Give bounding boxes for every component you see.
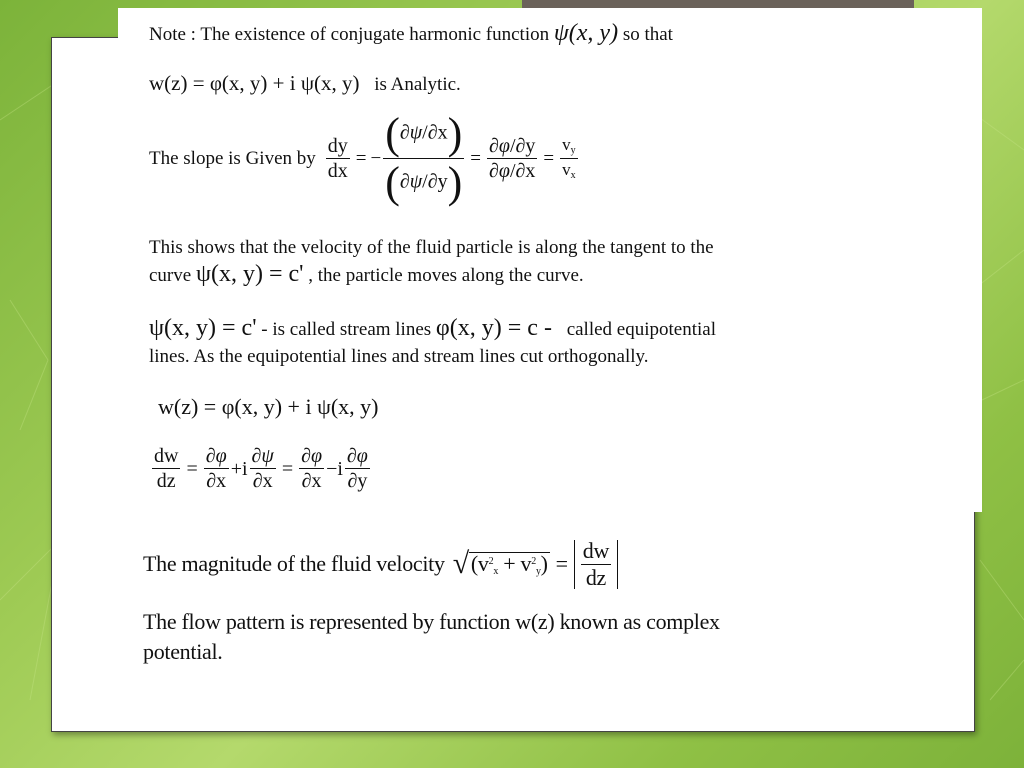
note-line: [149, 21, 673, 45]
velocity-line-1: This shows that the velocity of the fluid particle is along the tangent to the: [149, 237, 714, 258]
stream-line-2: lines. As the equipotential lines and stream lines cut orthogonally.: [149, 346, 649, 367]
psi-ratio-fraction: $\frac{(\partial\psi/\partial x)}{(\partial\psi/\partial y)}$: [385, 108, 463, 207]
velocity-ratio-fraction: $\frac{v_y}{v_x}$: [562, 134, 576, 181]
analytic-text: is Analytic.: [374, 74, 461, 95]
abs-dw-dz: $\frac{dw}{dz}$: [574, 540, 618, 589]
velocity-line-2: curve ψ(x, y) = c' , the particle moves along the curve.: [149, 261, 584, 287]
w-equation: w(z) = φ(x, y) + i ψ(x, y): [158, 394, 379, 419]
curve-psi: ψ(x, y) = c': [195, 261, 304, 287]
flow-line-2: potential.: [143, 639, 223, 664]
stream-psi: ψ(x, y) = c': [149, 315, 257, 341]
sqrt-symbol: √: [452, 547, 469, 580]
slope-label: The slope is Given by: [149, 147, 316, 169]
slope-equation: The slope is Given by $\frac{dy}{dx}$ = − $\frac{(\partial\psi/\partial x)}{(\partial\psi/\partial y)}$ = $\frac{\partial\varphi/\partial y}{\partial\varphi/\partial x}$ = $\frac{v_y}{v_x}$: [149, 108, 576, 207]
magnitude-label: The magnitude of the fluid velocity: [143, 551, 445, 576]
phi-ratio-fraction: $\frac{\partial\varphi/\partial y}{\partial\varphi/\partial x}$: [489, 134, 536, 182]
w-definition: w(z) = φ(x, y) + i ψ(x, y): [149, 71, 360, 95]
equipotential-phi: φ(x, y) = c -: [435, 315, 552, 341]
stream-line-1: ψ(x, y) = c' - is called stream lines φ(x, y) = c - called equipotential: [149, 315, 716, 341]
note-end: so that: [622, 24, 673, 45]
magnitude-line: The magnitude of the fluid velocity √ $(v^2_x + v^2_y)$ = $\frac{dw}{dz}$: [143, 528, 618, 600]
analytic-line: [149, 73, 461, 94]
dy-dx-fraction: $\frac{dy}{dx}$: [327, 134, 348, 182]
header-tab: [522, 0, 914, 8]
sqrt-body: $(v^2_x + v^2_y)$: [470, 550, 548, 577]
note-text: Note : The existence of conjugate harmonic function: [149, 24, 550, 45]
derivative-equation: $\frac{dw}{dz}$ = $\frac{\partial\varphi}{\partial x}$ + i $\frac{\partial\psi}{\partial x}$ = $\frac{\partial\varphi}{\partial x}$ − i $\frac{\partial\varphi}{\partial y}$: [154, 445, 368, 492]
note-psi: ψ(x, y): [553, 20, 619, 46]
dw-dz-fraction: $\frac{dw}{dz}$: [154, 445, 179, 492]
flow-line-1: The flow pattern is represented by function w(z) known as complex: [143, 609, 720, 634]
